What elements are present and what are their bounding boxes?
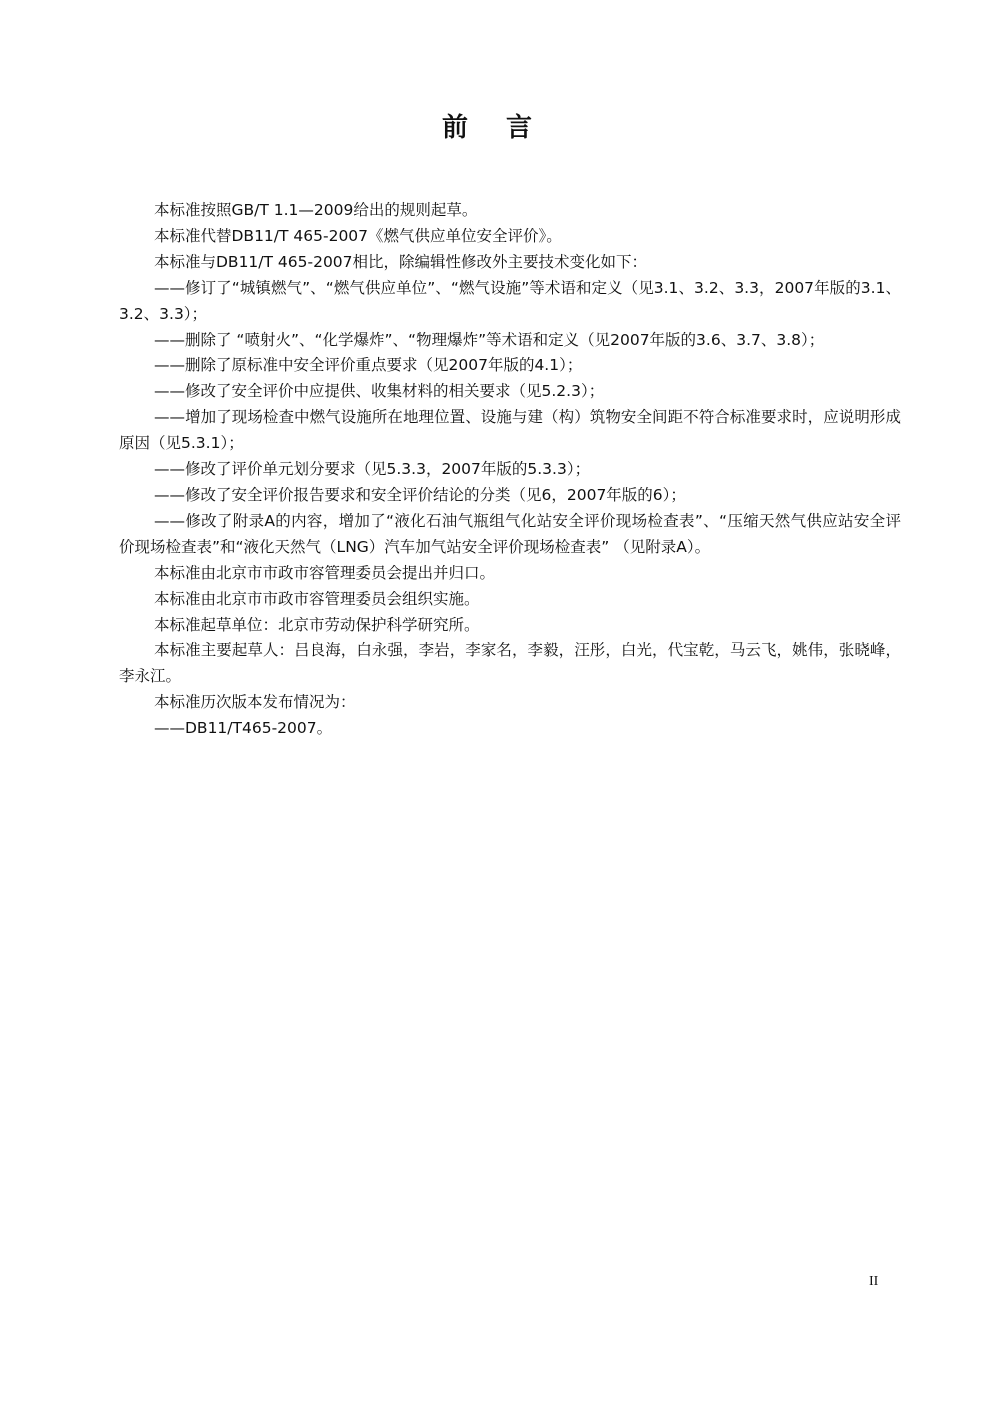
change-item-terms-deleted: ——删除了 “喷射火”、“化学爆炸”、“物理爆炸”等术语和定义（见2007年版的3.6、3.7、3.8）；: [154, 330, 825, 349]
change-item-materials-requirements: ——修改了安全评价中应提供、收集材料的相关要求（见5.2.3）；: [154, 382, 605, 401]
foreword-body: [119, 198, 901, 742]
change-item-key-requirements-deleted: ——删除了原标准中安全评价重点要求（见2007年版的4.1）；: [154, 356, 583, 375]
page-title: 前言: [441, 113, 570, 143]
page-number: II: [869, 1274, 879, 1289]
change-item-site-inspection: ——增加了现场检查中燃气设施所在地理位置、设施与建（构）筑物安全间距不符合标准要求时，应说明形成原因（见5.3.1）；: [119, 408, 901, 453]
paragraph-changes-intro: 本标准与DB11/T 465-2007相比，除编辑性修改外主要技术变化如下：: [154, 252, 648, 271]
paragraph-drafters: 本标准主要起草人：吕良海，白永强，李岩，李家名，李毅，汪彤，白光，代宝乾，马云飞，姚伟，张晓峰，李永江。: [119, 641, 901, 686]
paragraph-proposed-by: 本标准由北京市市政市容管理委员会提出并归口。: [154, 563, 496, 582]
change-item-report-requirements: ——修改了安全评价报告要求和安全评价结论的分类（见6，2007年版的6）；: [154, 485, 686, 504]
paragraph-version-history-intro: 本标准历次版本发布情况为：: [154, 693, 356, 712]
version-history-item: ——DB11/T465-2007。: [154, 719, 333, 738]
paragraph-replaces: 本标准代替DB11/T 465-2007《燃气供应单位安全评价》。: [154, 226, 562, 245]
change-item-evaluation-units: ——修改了评价单元划分要求（见5.3.3，2007年版的5.3.3）；: [154, 460, 591, 479]
paragraph-drafting-rules: 本标准按照GB/T 1.1—2009给出的规则起草。: [154, 201, 478, 219]
paragraph-drafting-unit: 本标准起草单位：北京市劳动保护科学研究所。: [154, 615, 480, 634]
change-item-terms-revised: ——修订了“城镇燃气”、“燃气供应单位”、“燃气设施”等术语和定义（见3.1、3.2、3.3，2007年版的3.1、3.2、3.3）；: [119, 278, 901, 323]
paragraph-implemented-by: 本标准由北京市市政市容管理委员会组织实施。: [154, 589, 480, 608]
change-item-annex-a: ——修改了附录A的内容，增加了“液化石油气瓶组气化站安全评价现场检查表”、“压缩天然气供应站安全评价现场检查表”和“液化天然气（LNG）汽车加气站安全评价现场检查表” （见附录A）。: [119, 511, 901, 556]
